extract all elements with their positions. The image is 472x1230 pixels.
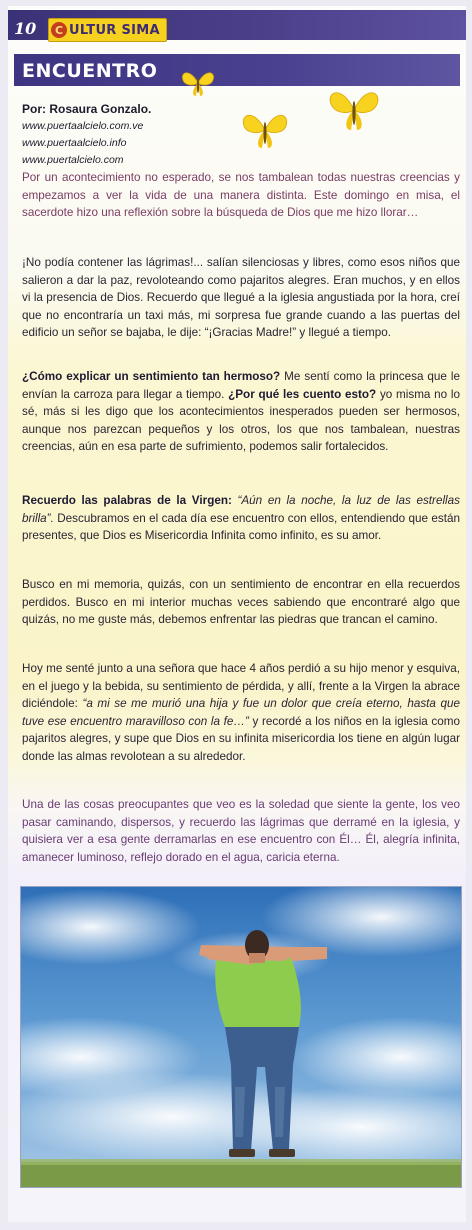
article-paragraph: Una de las cosas preocupantes que veo es la soledad que siente la gente, los veo pasar caminando, dispersos, y recuerdo las lágrimas que derramé en la iglesia, y quisiera ver a esa gente derramarlas en ese encuentro con Él… Él, alegría infinita, amanecer luminoso, reflejo dorado en el agua, caricia eterna. xyxy=(22,798,460,864)
author-name: Por: Rosaura Gonzalo. xyxy=(22,102,152,116)
paragraph-text: y recordé a los niños en la iglesia como pajaritos alegres, y supe que Dios en su infinita misericordia los tiene en algún lugar donde las almas revolotean a su alrededor. xyxy=(22,714,460,763)
virgin-quote: “Aún en la noche, la luz de las estrellas brilla”. xyxy=(22,494,460,525)
byline xyxy=(22,101,151,169)
paragraph-text: yo misma no lo sé, más si les digo que los acontecimientos inesperados pueden ser hermosos, aunque nos parezcan pequeños y los otros, los que nos tambalean, nuestras creencias, aún en esa parte de sufrimiento, podemos salir fortalecidos. xyxy=(22,387,460,453)
article-paragraph xyxy=(22,368,460,456)
article-paragraph: ¡No podía contener las lágrimas!... salían silenciosas y libres, como esos niños que salieron a dar la paz, revoloteando como pajaritos alegres. Eran muchos, y en ellos vi la presencia de Dios. Recuerdo que llegué a la iglesia angustiada por la hora, creí que no encontraría un taxi más, mi sorpresa fue grande cuando a las puertas del edificio un señor se bajaba, le dije: “¡Gracias Madre!” y llegué a tiempo. xyxy=(22,256,460,339)
article-paragraph xyxy=(22,660,460,765)
paragraph-text: Descubramos en el cada día ese encuentro con ellos, entendiendo que están presentes, que Dios es Misericordia Infinita como infinito, es su amor. xyxy=(22,511,460,542)
magazine-logo xyxy=(48,18,167,42)
man-arms-open-sky-image xyxy=(21,887,461,1187)
logo-text: ULTUR SIMA xyxy=(69,22,160,38)
website-link[interactable]: www.puertaalcielo.info xyxy=(22,137,127,149)
mother-quote: “a mi se me murió una hija y fue un dolor que creía eterno, hasta que tuve ese encuentro maravilloso con la fe…” xyxy=(22,697,460,728)
paragraph-heading: ¿Cómo explicar un sentimiento tan hermoso? xyxy=(22,370,281,383)
paragraph-text: Hoy me senté junto a una señora que hace 4 años perdió a su hijo menor y esquiva, en el juego y la bebida, su sentimiento de pérdida, y allí, frente a la Virgen la abrace diciéndole: xyxy=(22,662,460,710)
paragraph-heading: ¿Por qué les cuento esto? xyxy=(228,387,377,401)
article-paragraph: Busco en mi memoria, quizás, con un sentimiento de encontrar en ella recuerdos perdidos. Busco en mi interior muchas veces sabiendo que encontraré algo que quizás, no me guste más, debemos enfrentar las piedras que trancan el camino. xyxy=(22,578,460,626)
website-link[interactable]: www.puertalcielo.com xyxy=(22,154,124,166)
paragraph-heading: Recuerdo las palabras de la Virgen: xyxy=(22,494,232,507)
article-paragraph xyxy=(22,492,460,545)
page-header xyxy=(8,10,466,40)
article-intro: Por un acontecimiento no esperado, se nos tambalean todas nuestras creencias y empezamos a ver la vida de una manera distinta. Este domingo en misa, el sacerdote hizo una reflexión sobre la búsqueda de Dios que me hizo llorar… xyxy=(22,171,460,219)
page-number: 10 xyxy=(14,19,37,38)
butterfly-icon xyxy=(240,106,290,152)
logo-c-icon: C xyxy=(51,22,67,38)
butterfly-icon xyxy=(180,66,216,100)
paragraph-text: Me sentí como la princesa que le envían la carroza para llegar a tiempo. xyxy=(22,370,460,401)
section-bar xyxy=(14,54,460,86)
article-photo xyxy=(20,886,462,1188)
magazine-page xyxy=(8,6,466,1222)
section-title: ENCUENTRO xyxy=(22,60,158,82)
butterfly-icon xyxy=(326,82,382,134)
website-link[interactable]: www.puertaalcielo.com.ve xyxy=(22,120,144,132)
